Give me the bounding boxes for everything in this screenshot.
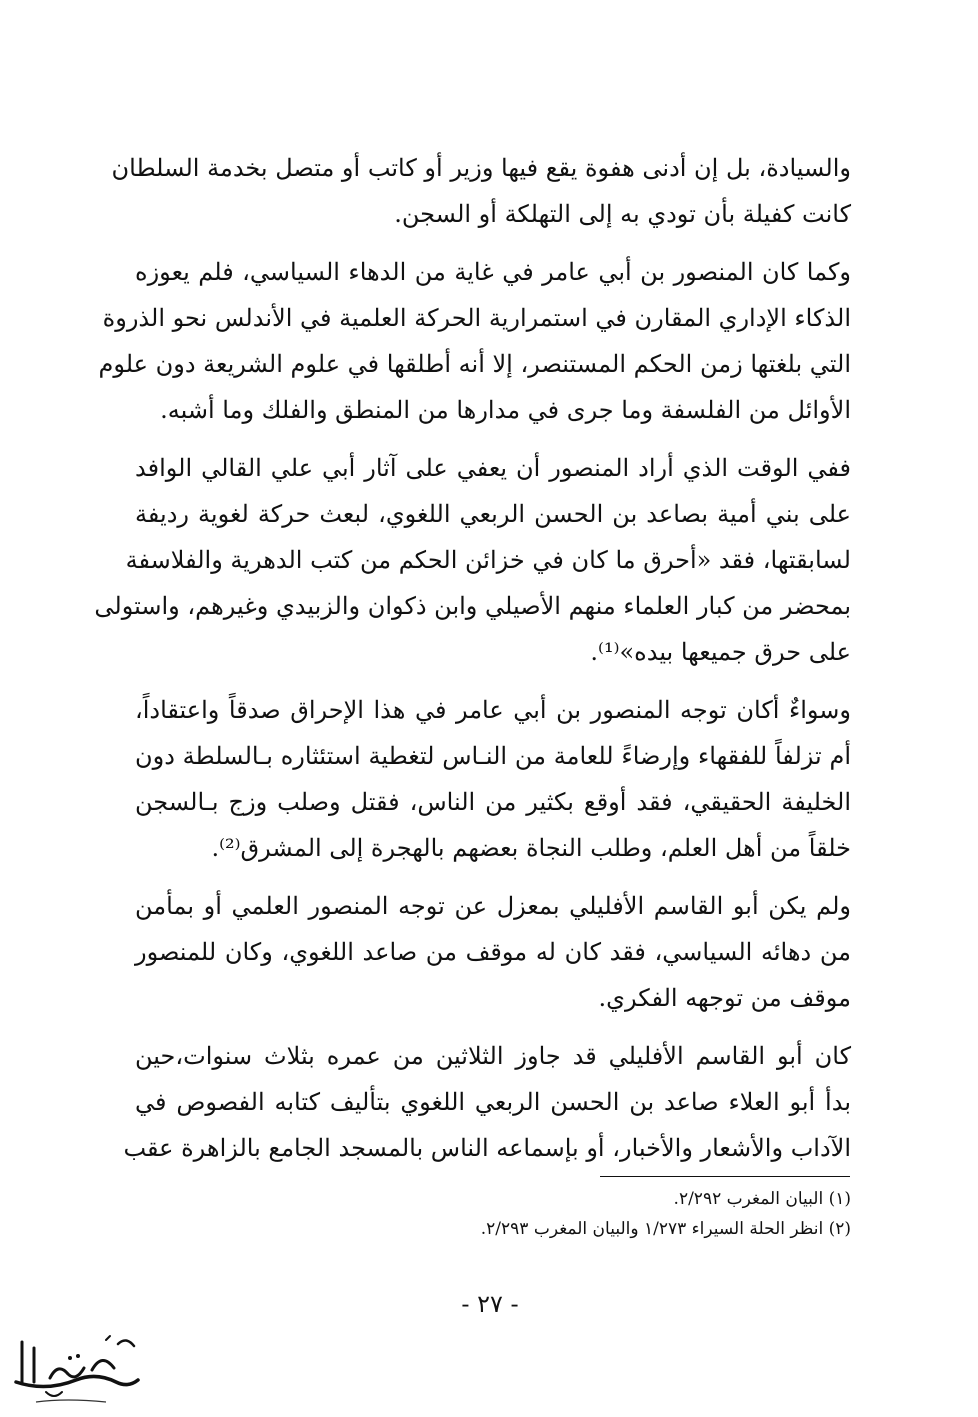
text-line: بمحضر من كبار العلماء منهم الأصيلي وابن ذكوان والزبيدي وغيرهم، واستولى — [94, 592, 851, 620]
logo-mark — [6, 1322, 146, 1412]
paragraph-1 — [111, 145, 851, 237]
text-line: ولم يكن أبو القاسم الأفليلي بمعزل عن توجه المنصور العلمي أو بمأمن — [135, 892, 851, 920]
text-line: ففي الوقت الذي أراد المنصور أن يعفي على آثار أبي علي القالي الوافد — [135, 454, 851, 482]
paragraph-3 — [94, 445, 851, 675]
text-line: التي بلغتها زمن الحكم المستنصر، إلا أنه أطلقها في علوم الشريعة دون علوم — [98, 350, 851, 378]
text-line: أم تزلفاً للفقهاء وإرضاءً للعامة من النـاس لتغطية استئثاره بـالسلطة دون — [135, 742, 851, 770]
paragraph-2 — [98, 249, 851, 433]
text-line: خلقاً من أهل العلم، وطلب النجاة بعضهم بالهجرة إلى المشرق⁽²⁾. — [211, 834, 851, 862]
text-line: الأوائل من الفلسفة وما جرى في مدارها من المنطق والفلك وما أشبه. — [160, 396, 851, 424]
footnotes — [135, 1184, 851, 1244]
footnote-1: (١) البيان المغرب ٢/٢٩٢. — [673, 1189, 851, 1209]
text-line: وكما كان المنصور بن أبي عامر في غاية من الدهاء السياسي، فلم يعوزه — [135, 258, 851, 286]
paragraph-6 — [123, 1033, 851, 1171]
paragraph-4 — [135, 687, 851, 871]
text-line: على حرق جميعها بيده»⁽¹⁾. — [590, 638, 851, 666]
text-line: موقف من توجهه الفكري. — [598, 984, 851, 1012]
calligraphy-logo-icon — [6, 1322, 146, 1412]
text-line: كانت كفيلة بأن تودي به إلى التهلكة أو السجن. — [394, 200, 851, 228]
body-text — [94, 145, 851, 1183]
footnote-2: (٢) انظر الحلة السيراء ١/٢٧٣ والبيان المغرب ٢/٢٩٣. — [480, 1219, 851, 1239]
text-line: والسيادة، بل إن أدنى هفوة يقع فيها وزير أو كاتب أو متصل بخدمة السلطان — [111, 154, 851, 182]
paragraph-5 — [135, 883, 851, 1021]
text-line: من دهائه السياسي، فقد كان له موقف من صاعد اللغوي، وكان للمنصور — [135, 938, 851, 966]
text-line: لسابقتها، فقد «أحرق ما كان في خزائن الحكم من كتب الدهرية والفلاسفة — [125, 546, 851, 574]
text-line: كان أبو القاسم الأفليلي قد جاوز الثلاثين من عمره بثلاث سنوات،حين — [135, 1042, 851, 1070]
text-line: على بني أمية بصاعد بن الحسن الربعي اللغوي، لبعث حركة لغوية رديفة — [135, 500, 851, 528]
text-line: الخليفة الحقيقي، فقد أوقع بكثير من الناس، فقتل وصلب وزج بـالسجن — [135, 788, 851, 816]
text-line: بدأ أبو العلاء صاعد بن الحسن الربعي اللغوي بتأليف كتابه الفصوص في — [135, 1088, 851, 1116]
text-line: الآداب والأشعار والأخبار، أو بإسماعه الناس بالمسجد الجامع بالزاهرة عقب — [123, 1134, 851, 1162]
text-line: الذكاء الإداري المقارن في استمرارية الحركة العلمية في الأندلس نحو الذروة — [102, 304, 851, 332]
page-number: - ٢٧ - — [461, 1290, 519, 1318]
text-line: وسواءٌ أكان توجه المنصور بن أبي عامر في هذا الإحراق صدقاً واعتقاداً، — [135, 696, 851, 724]
footnote-divider — [600, 1176, 850, 1177]
